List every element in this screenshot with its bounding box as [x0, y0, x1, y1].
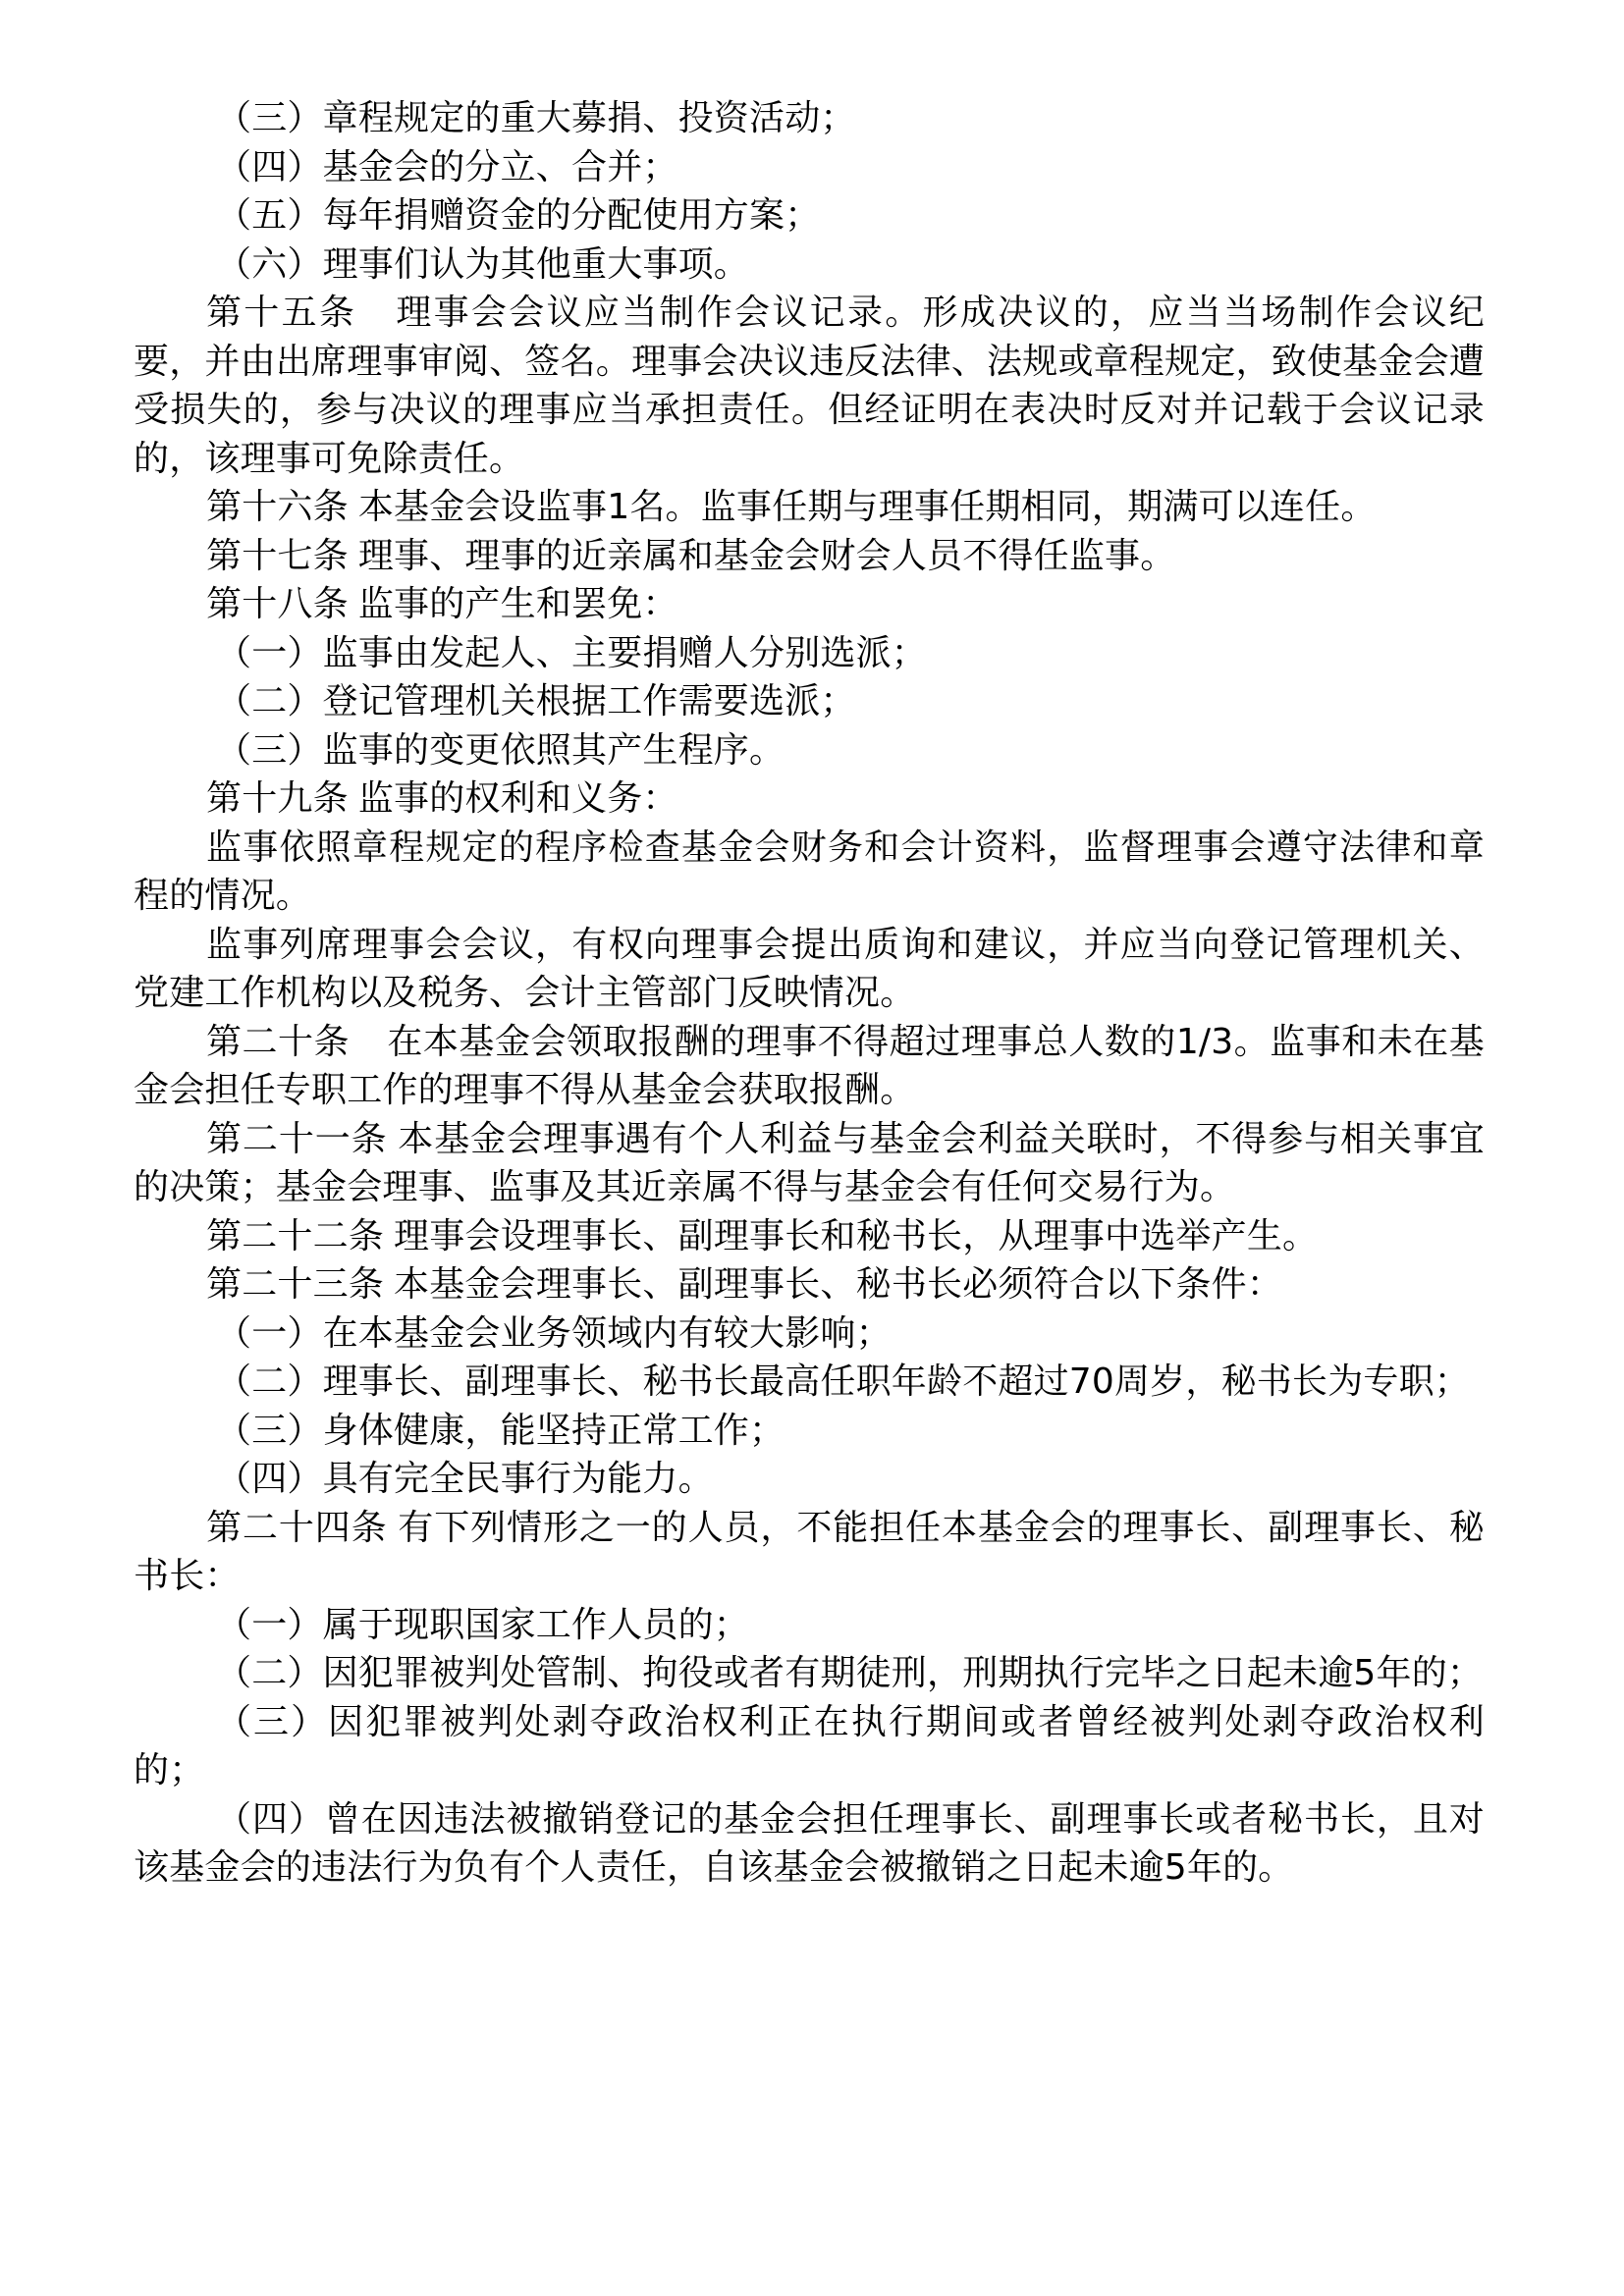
article-text: 监事的权利和义务： — [357, 778, 678, 819]
document-body — [134, 94, 1485, 1893]
article-label: 第十九条 — [206, 778, 349, 819]
article-label: 第十八条 — [206, 584, 349, 624]
article-label: 第十七条 — [206, 535, 349, 576]
article-paragraph — [134, 1260, 1485, 1309]
article-text: 监事的产生和罢免： — [357, 584, 678, 624]
list-item: （一）在本基金会业务领域内有较大影响； — [216, 1312, 892, 1354]
article-paragraph — [134, 1018, 1485, 1115]
list-item: （五）每年捐赠资金的分配使用方案； — [216, 195, 821, 236]
article-text: 理事会会议应当制作会议记录。形成决议的，应当当场制作会议纪要，并由出席理事审阅、签名。理事会决议违反法律、法规或章程规定，致使基金会遭受损失的，参与决议的理事应当承担责任。但经证明在表决时反对并记载于会议记录的，该理事可免除责任。 — [134, 293, 1485, 479]
article-text: 在本基金会领取报酬的理事不得超过理事总人数的1/3。监事和未在基金会担任专职工作的理事不得从基金会获取报酬。 — [134, 1021, 1485, 1110]
article-paragraph — [134, 1115, 1485, 1212]
article-text: 本基金会理事遇有个人利益与基金会利益关联时，不得参与相关事宜的决策；基金会理事、监事及其近亲属不得与基金会有任何交易行为。 — [134, 1118, 1485, 1207]
list-item: （一）属于现职国家工作人员的； — [216, 1604, 750, 1645]
article-paragraph — [134, 774, 1485, 824]
list-item: （二）因犯罪被判处管制、拘役或者有期徒刑，刑期执行完毕之日起未逾5年的； — [216, 1653, 1484, 1693]
article-label: 第十五条 — [206, 293, 357, 333]
list-item: （四）曾在因违法被撤销登记的基金会担任理事长、副理事长或者秘书长，且对该基金会的违法行为负有个人责任，自该基金会被撤销之日起未逾5年的。 — [134, 1798, 1485, 1888]
article-label: 第十六条 — [206, 487, 349, 527]
article-label: 第二十二条 — [206, 1215, 385, 1256]
article-label: 第二十条 — [206, 1021, 351, 1062]
article-text: 本基金会理事长、副理事长、秘书长必须符合以下条件： — [394, 1264, 1283, 1305]
article-paragraph — [134, 1504, 1485, 1601]
article-label: 第二十三条 — [206, 1264, 385, 1305]
article-paragraph — [134, 483, 1485, 532]
list-item: （三）身体健康，能坚持正常工作； — [216, 1410, 785, 1451]
list-item: （四）具有完全民事行为能力。 — [216, 1459, 714, 1499]
article-label: 第二十一条 — [206, 1118, 388, 1159]
article-paragraph — [134, 289, 1485, 483]
list-item: （六）理事们认为其他重大事项。 — [216, 243, 750, 285]
list-item: （三）章程规定的重大募捐、投资活动； — [216, 98, 856, 138]
article-paragraph — [134, 1212, 1485, 1261]
body-paragraph: 监事列席理事会会议，有权向理事会提出质询和建议，并应当向登记管理机关、党建工作机构以及税务、会计主管部门反映情况。 — [134, 924, 1485, 1013]
list-item: （三）监事的变更依照其产生程序。 — [216, 729, 785, 771]
list-item: （一）监事由发起人、主要捐赠人分别选派； — [216, 632, 928, 673]
article-label: 第二十四条 — [206, 1507, 388, 1548]
article-paragraph — [134, 532, 1485, 581]
list-item: （二）理事长、副理事长、秘书长最高任职年龄不超过70周岁，秘书长为专职； — [216, 1362, 1471, 1402]
article-text: 本基金会设监事1名。监事任期与理事任期相同，期满可以连任。 — [357, 487, 1377, 527]
list-item: （四）基金会的分立、合并； — [216, 146, 678, 187]
article-paragraph — [134, 580, 1485, 629]
list-item: （二）登记管理机关根据工作需要选派； — [216, 681, 856, 721]
article-text: 理事、理事的近亲属和基金会财会人员不得任监事。 — [357, 535, 1176, 576]
body-paragraph: 监事依照章程规定的程序检查基金会财务和会计资料，监督理事会遵守法律和章程的情况。 — [134, 827, 1485, 916]
article-text: 有下列情形之一的人员，不能担任本基金会的理事长、副理事长、秘书长： — [134, 1507, 1485, 1596]
list-item: （三）因犯罪被判处剥夺政治权利正在执行期间或者曾经被判处剥夺政治权利的； — [134, 1701, 1485, 1790]
article-text: 理事会设理事长、副理事长和秘书长，从理事中选举产生。 — [394, 1215, 1319, 1256]
